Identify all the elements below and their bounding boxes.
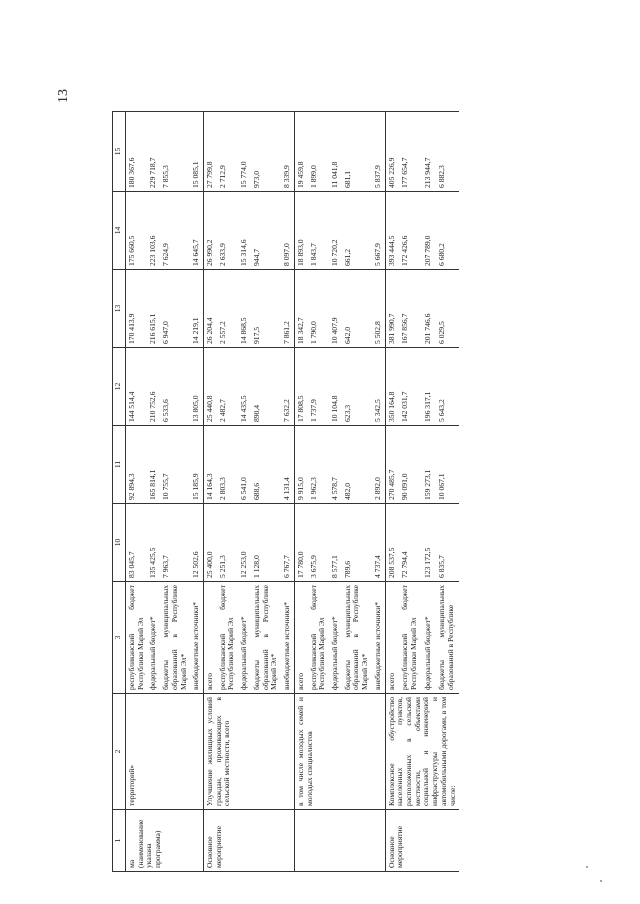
amount-cell: 5 643,2 [436,348,459,426]
amount-cell: 72 794,4 [399,504,422,582]
amount-cell: 175 660,5 [126,192,148,270]
amount-cell: 1 899,0 [308,112,329,192]
amount-cell: 5 251,3 [217,504,238,582]
funding-source-cell: всего [294,582,307,694]
amount-cell: 482,0 [342,426,372,504]
amount-cell: 8 577,1 [329,504,342,582]
amount-cell: 180 367,6 [126,112,148,192]
header-cell: 15 [113,112,126,192]
amount-cell: 661,2 [342,192,372,270]
measure-type-cell: ма (наименование указана программа) [126,810,204,872]
amount-cell: 1 790,0 [308,270,329,348]
amount-cell: 381 990,7 [385,270,399,348]
funding-source-cell: внебюджетные источники* [190,582,203,694]
amount-cell: 7 861,2 [281,270,294,348]
funding-source-cell: бюджеты муниципальных образований в Республике Марий Эл* [342,582,372,694]
header-cell: 1 [113,810,126,872]
amount-cell: 18 893,0 [294,192,307,270]
funding-source-cell: федеральный бюджет* [329,582,342,694]
funding-source-cell: республиканский бюджет Республики Марий Эл [126,582,148,694]
amount-cell: 4 737,4 [372,504,385,582]
funding-source-cell: внебюджетные источники* [372,582,385,694]
amount-cell: 208 537,5 [385,504,399,582]
amount-cell: 26 204,4 [204,270,217,348]
amount-cell: 1 962,3 [308,426,329,504]
amount-cell: 223 103,6 [147,192,160,270]
header-cell: 3 [113,582,126,694]
amount-cell: 6 029,5 [436,270,459,348]
amount-cell: 8 097,0 [281,192,294,270]
header-cell: 10 [113,504,126,582]
amount-cell: 7 624,9 [160,192,190,270]
amount-cell: 3 675,9 [308,504,329,582]
measure-type-cell: Основное мероприятие [204,810,295,872]
amount-cell: 27 799,8 [204,112,217,192]
amount-cell: 210 752,6 [147,348,160,426]
amount-cell: 623,3 [342,348,372,426]
amount-cell: 10 067,1 [436,426,459,504]
amount-cell: 1 128,0 [251,504,281,582]
header-cell: 11 [113,426,126,504]
table-row [204,112,217,872]
amount-cell: 170 413,9 [126,270,148,348]
table-row [294,112,307,872]
amount-cell: 216 615,1 [147,270,160,348]
funding-source-cell: республиканский бюджет Республики Марий Эл [308,582,329,694]
amount-cell: 7 632,2 [281,348,294,426]
amount-cell: 14 219,1 [190,270,203,348]
amount-cell: 159 273,1 [422,426,436,504]
amount-cell: 90 091,0 [399,426,422,504]
funding-source-cell: федеральный бюджет* [147,582,160,694]
amount-cell: 14 164,3 [204,426,217,504]
amount-cell: 10 407,9 [329,270,342,348]
funding-source-cell: бюджеты муниципальных образований в Республике [436,582,459,694]
amount-cell: 123 172,5 [422,504,436,582]
funding-source-cell: бюджеты муниципальных образований в Республике Марий Эл* [251,582,281,694]
amount-cell: 15 185,9 [190,426,203,504]
funding-source-cell: бюджеты муниципальных образований в Республике Марий Эл* [160,582,190,694]
amount-cell: 17 780,0 [294,504,307,582]
amount-cell: 6 882,3 [436,112,459,192]
amount-cell: 5 502,8 [372,270,385,348]
amount-cell: 6 947,0 [160,270,190,348]
amount-cell: 172 426,6 [399,192,422,270]
amount-cell: 10 720,2 [329,192,342,270]
amount-cell: 393 444,5 [385,192,399,270]
amount-cell: 92 894,3 [126,426,148,504]
header-cell: 13 [113,270,126,348]
scan-speck [600,880,602,882]
amount-cell: 2 557,2 [217,270,238,348]
amount-cell: 4 131,4 [281,426,294,504]
measure-name-cell: Улучшение жилищных условий граждан, проживающих в сельской местности, всего [204,694,295,810]
amount-cell: 681,1 [342,112,372,192]
amount-cell: 1 843,7 [308,192,329,270]
amount-cell: 2 633,9 [217,192,238,270]
funding-source-cell: республиканский бюджет Республики Марий Эл [217,582,238,694]
amount-cell: 7 855,3 [160,112,190,192]
amount-cell: 26 990,2 [204,192,217,270]
amount-cell: 177 654,7 [399,112,422,192]
amount-cell: 12 502,6 [190,504,203,582]
amount-cell: 19 459,8 [294,112,307,192]
amount-cell: 6 680,2 [436,192,459,270]
amount-cell: 890,4 [251,348,281,426]
amount-cell: 10 755,7 [160,426,190,504]
amount-cell: 1 737,9 [308,348,329,426]
page-number: 13 [56,89,71,103]
amount-cell: 201 746,6 [422,270,436,348]
amount-cell: 5 837,9 [372,112,385,192]
amount-cell: 12 253,0 [238,504,251,582]
budget-table [112,111,459,872]
amount-cell: 83 045,7 [126,504,148,582]
amount-cell: 14 868,5 [238,270,251,348]
amount-cell: 642,0 [342,270,372,348]
amount-cell: 196 317,1 [422,348,436,426]
amount-cell: 167 856,7 [399,270,422,348]
amount-cell: 144 514,4 [126,348,148,426]
funding-source-cell: федеральный бюджет* [238,582,251,694]
amount-cell: 6 541,0 [238,426,251,504]
measure-name-cell: в том числе молодых семей и молодых специалистов [294,694,385,810]
amount-cell: 688,6 [251,426,281,504]
amount-cell: 142 031,7 [399,348,422,426]
amount-cell: 25 400,0 [204,504,217,582]
amount-cell: 944,7 [251,192,281,270]
amount-cell: 10 104,8 [329,348,342,426]
amount-cell: 8 339,9 [281,112,294,192]
amount-cell: 5 342,5 [372,348,385,426]
amount-cell: 9 915,0 [294,426,307,504]
amount-cell: 789,6 [342,504,372,582]
amount-cell: 405 226,9 [385,112,399,192]
amount-cell: 6 767,7 [281,504,294,582]
amount-cell: 17 808,5 [294,348,307,426]
table-body [126,112,460,872]
amount-cell: 7 963,7 [160,504,190,582]
funding-source-cell: внебюджетные источники* [281,582,294,694]
measure-name-cell: территорий» [126,694,204,810]
amount-cell: 15 314,6 [238,192,251,270]
funding-source-cell: всего [204,582,217,694]
amount-cell: 270 485,7 [385,426,399,504]
amount-cell: 917,5 [251,270,281,348]
header-row [113,112,126,872]
amount-cell: 13 805,0 [190,348,203,426]
amount-cell: 229 718,7 [147,112,160,192]
amount-cell: 2 803,3 [217,426,238,504]
amount-cell: 207 789,0 [422,192,436,270]
header-cell: 14 [113,192,126,270]
table-row [385,112,399,872]
funding-source-cell: республиканский бюджет Республики Марий Эл [399,582,422,694]
amount-cell: 213 944,7 [422,112,436,192]
rotated-page-content [112,112,572,872]
measure-type-cell: Основное мероприятие [385,810,459,872]
header-cell: 2 [113,694,126,810]
amount-cell: 5 667,9 [372,192,385,270]
header-cell: 12 [113,348,126,426]
amount-cell: 2 892,0 [372,426,385,504]
amount-cell: 15 085,1 [190,112,203,192]
amount-cell: 18 342,7 [294,270,307,348]
amount-cell: 14 645,7 [190,192,203,270]
amount-cell: 6 835,7 [436,504,459,582]
funding-source-cell: федеральный бюджет* [422,582,436,694]
amount-cell: 973,0 [251,112,281,192]
amount-cell: 6 533,6 [160,348,190,426]
amount-cell: 135 425,5 [147,504,160,582]
measure-name-cell: Комплексное обустройство населенных пунктов, расположенных в сельской местности, объектами социальной и инженерной инфраструктуры и автомобильными дорогами, в том числе: [385,694,459,810]
table-row [126,112,148,872]
scan-speck [586,866,588,868]
funding-source-cell: всего [385,582,399,694]
amount-cell: 2 482,7 [217,348,238,426]
measure-type-cell [294,810,385,872]
amount-cell: 2 712,9 [217,112,238,192]
amount-cell: 11 041,8 [329,112,342,192]
amount-cell: 14 435,5 [238,348,251,426]
amount-cell: 165 814,1 [147,426,160,504]
amount-cell: 350 164,8 [385,348,399,426]
amount-cell: 4 578,7 [329,426,342,504]
amount-cell: 15 774,0 [238,112,251,192]
amount-cell: 25 440,8 [204,348,217,426]
